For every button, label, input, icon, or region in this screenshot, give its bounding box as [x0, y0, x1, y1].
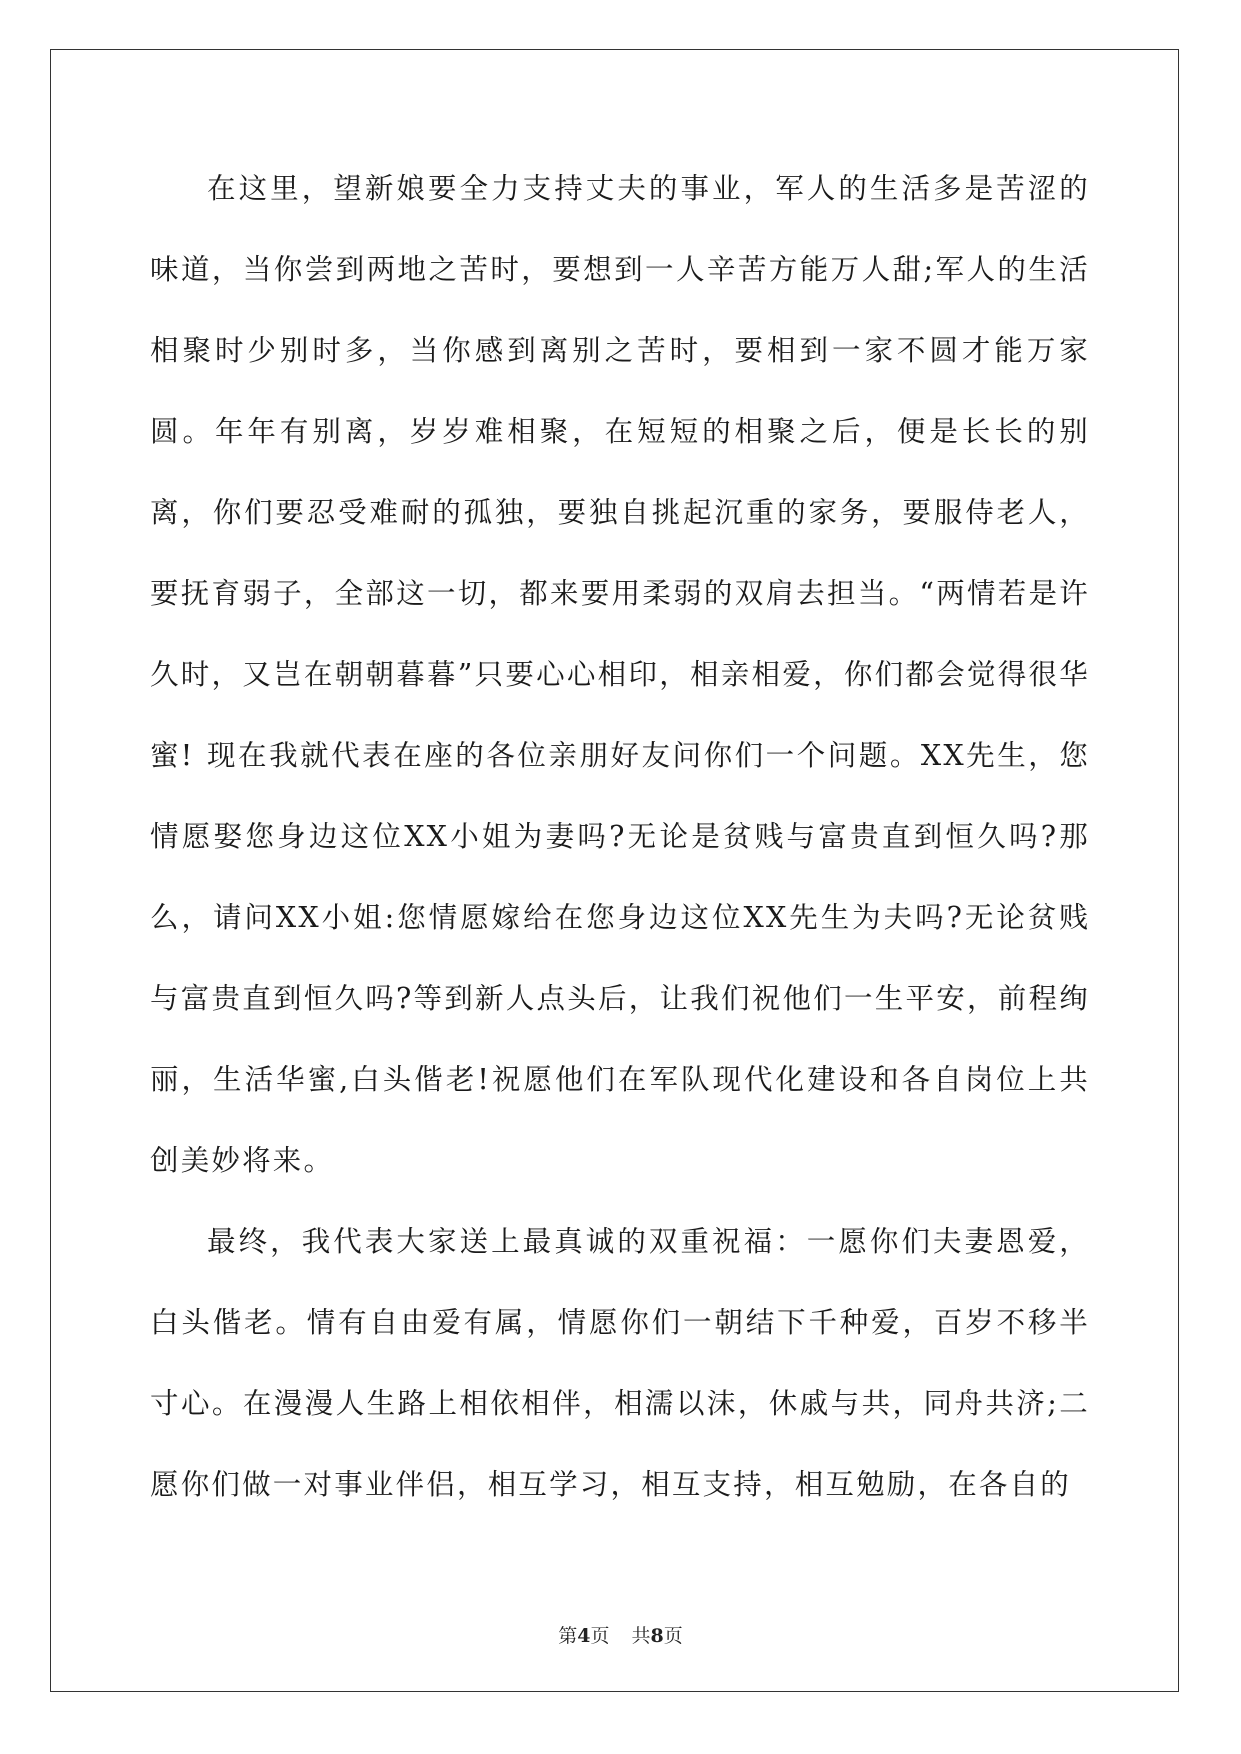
body-paragraph-3	[150, 1201, 1090, 1525]
total-prefix: 共	[631, 1625, 651, 1647]
total-suffix: 页	[663, 1625, 683, 1647]
page-prefix: 第	[558, 1625, 578, 1647]
body-paragraph-1	[150, 148, 1090, 796]
current-page-number: 4	[577, 1625, 591, 1647]
paragraph-text: 现在我就代表在座的各位亲朋好友问你们一个问题。XX先生，您情愿娶您身边这位XX小姐为妻吗?无论是贫贱与富贵直到恒久吗?那么，请问XX小姐:您情愿嫁给在您身边这位XX先生为夫吗?无论贫贱与富贵直到恒久吗?等到新人点头后，让我们祝他们一生平安，前程绚丽，生活华蜜,白头偕老!祝愿他们在军队现代化建设和各自岗位上共创美妙将来。	[150, 739, 1090, 1177]
page-suffix: 页	[590, 1625, 610, 1647]
paragraph-text: 最终，我代表大家送上最真诚的双重祝福：一愿你们夫妻恩爱，白头偕老。情有自由爱有属，情愿你们一朝结下千种爱，百岁不移半寸心。在漫漫人生路上相依相伴，相濡以沫，休戚与共，同舟共济;二愿你们做一对事业伴侣，相互学习，相互支持，相互勉励，在各自的	[150, 1225, 1090, 1501]
page-footer	[0, 1621, 1241, 1648]
paragraph-text: 在这里，望新娘要全力支持丈夫的事业，军人的生活多是苦涩的味道，当你尝到两地之苦时，要想到一人辛苦方能万人甜;军人的生活相聚时少别时多，当你感到离别之苦时，要相到一家不圆才能万家圆。年年有别离，岁岁难相聚，在短短的相聚之后，便是长长的别离，你们要忍受难耐的孤独，要独自挑起沉重的家务，要服侍老人，要抚育弱子，全部这一切，都来要用柔弱的双肩去担当。“两情若是许久时，又岂在朝朝暮暮”只要心心相印，相亲相爱，你们都会觉得很华蜜!	[150, 172, 1090, 772]
body-paragraph-2	[150, 715, 1090, 1201]
total-pages-number: 8	[650, 1625, 664, 1647]
